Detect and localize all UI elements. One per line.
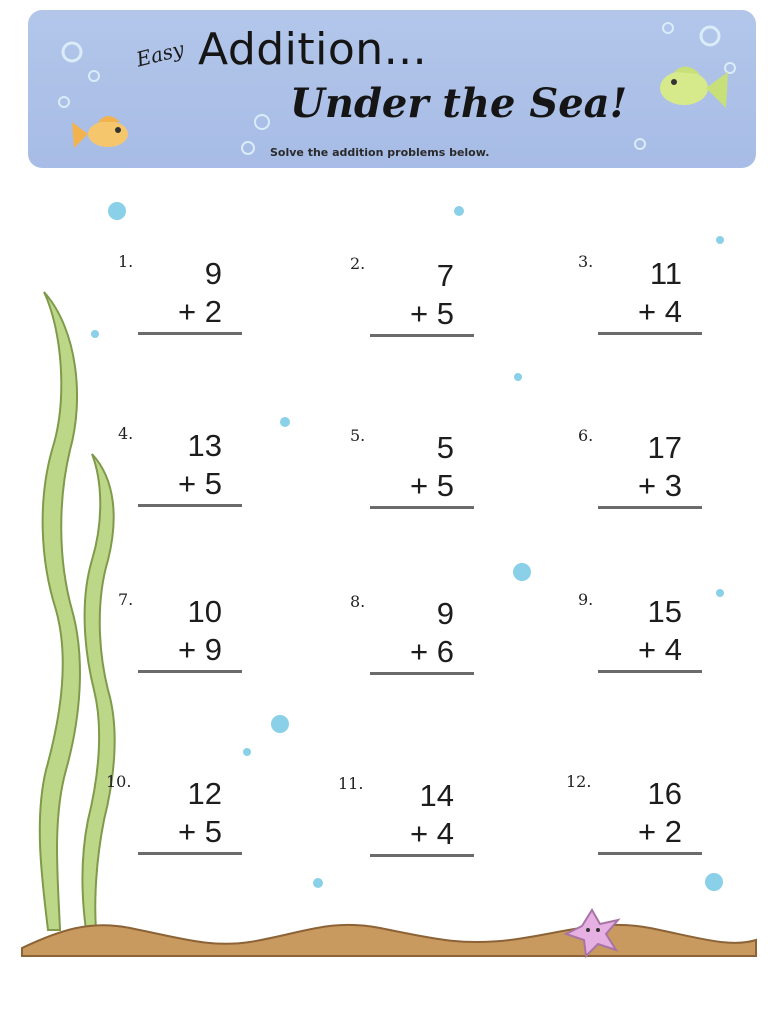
problem-top-number: 17 bbox=[647, 430, 682, 465]
problem-number: 9. bbox=[578, 590, 594, 609]
problem-number: 6. bbox=[578, 426, 594, 445]
problem-number: 1. bbox=[118, 252, 134, 271]
problem-top-number: 16 bbox=[647, 776, 682, 811]
answer-line bbox=[138, 852, 242, 855]
problem-10 bbox=[106, 772, 278, 882]
answer-line bbox=[138, 504, 242, 507]
problem-bottom-number: + 5 bbox=[178, 814, 222, 849]
problem-11 bbox=[338, 774, 510, 884]
problem-number: 8. bbox=[350, 592, 366, 611]
problem-6 bbox=[578, 426, 738, 536]
problem-number: 7. bbox=[118, 590, 134, 609]
problem-4 bbox=[118, 424, 278, 534]
title-line-2: Under the Sea! bbox=[290, 80, 628, 127]
answer-line bbox=[598, 332, 702, 335]
problem-number: 4. bbox=[118, 424, 134, 443]
answer-line bbox=[370, 506, 474, 509]
problem-bottom-number: + 5 bbox=[410, 296, 454, 331]
answer-line bbox=[598, 852, 702, 855]
problem-bottom-number: + 2 bbox=[638, 814, 682, 849]
problem-2 bbox=[350, 254, 510, 364]
problem-top-number: 12 bbox=[187, 776, 222, 811]
problem-bottom-number: + 2 bbox=[178, 294, 222, 329]
problem-bottom-number: + 4 bbox=[410, 816, 454, 851]
answer-line bbox=[138, 332, 242, 335]
easy-label: Easy bbox=[133, 36, 187, 72]
problem-top-number: 9 bbox=[436, 596, 454, 631]
problem-number: 3. bbox=[578, 252, 594, 271]
answer-line bbox=[598, 670, 702, 673]
answer-line bbox=[138, 670, 242, 673]
problem-top-number: 14 bbox=[419, 778, 454, 813]
problem-top-number: 11 bbox=[649, 256, 682, 291]
problem-top-number: 5 bbox=[436, 430, 454, 465]
problem-bottom-number: + 4 bbox=[638, 632, 682, 667]
problem-12 bbox=[566, 772, 738, 882]
answer-line bbox=[598, 506, 702, 509]
problem-top-number: 9 bbox=[204, 256, 222, 291]
problem-8 bbox=[350, 592, 510, 702]
instructions-text: Solve the addition problems below. bbox=[270, 146, 490, 159]
problem-top-number: 7 bbox=[436, 258, 454, 293]
problem-5 bbox=[350, 426, 510, 536]
problem-number: 5. bbox=[350, 426, 366, 445]
problem-number: 11. bbox=[338, 774, 364, 793]
problem-7 bbox=[118, 590, 278, 700]
problem-1 bbox=[118, 252, 278, 362]
problem-number: 10. bbox=[106, 772, 132, 791]
answer-line bbox=[370, 854, 474, 857]
problem-bottom-number: + 5 bbox=[178, 466, 222, 501]
problem-top-number: 15 bbox=[647, 594, 682, 629]
problem-3 bbox=[578, 252, 738, 362]
answer-line bbox=[370, 672, 474, 675]
problem-bottom-number: + 3 bbox=[638, 468, 682, 503]
problem-top-number: 13 bbox=[187, 428, 222, 463]
answer-line bbox=[370, 334, 474, 337]
problem-bottom-number: + 9 bbox=[178, 632, 222, 667]
problem-9 bbox=[578, 590, 738, 700]
problem-bottom-number: + 5 bbox=[410, 468, 454, 503]
title-line-1: Addition... bbox=[198, 24, 428, 75]
problem-top-number: 10 bbox=[187, 594, 222, 629]
problem-bottom-number: + 4 bbox=[638, 294, 682, 329]
problem-bottom-number: + 6 bbox=[410, 634, 454, 669]
problem-number: 12. bbox=[566, 772, 592, 791]
problem-number: 2. bbox=[350, 254, 366, 273]
